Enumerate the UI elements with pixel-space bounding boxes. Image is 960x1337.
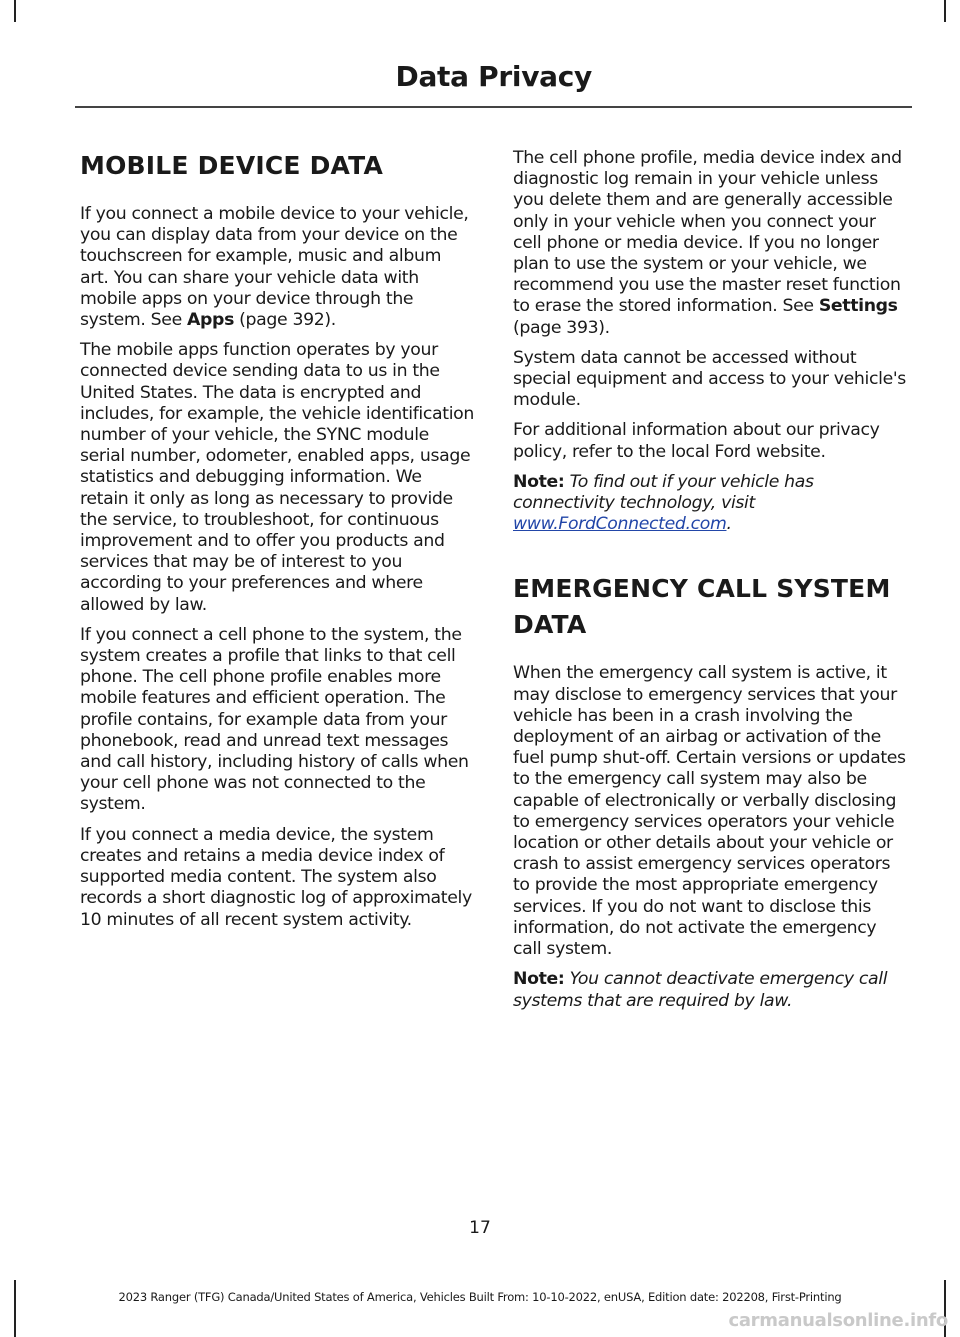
note-label: Note: xyxy=(513,471,565,492)
note-end: . xyxy=(726,514,732,535)
note-emergency-call xyxy=(513,969,907,1011)
heading-line-2: DATA xyxy=(513,610,587,640)
paragraph-text: The cell phone profile, media device index and diagnostic log remain in your vehicle unless you delete them and are generally accessible only in your vehicle when you connect your cell phone or media device. If you no longer plan to use the system or your vehicle, we recommend you use the master reset function to erase the stored information. See xyxy=(513,148,902,317)
paragraph-system-data: System data cannot be accessed without special equipment and access to your vehicle's module. xyxy=(513,347,906,411)
right-column xyxy=(513,148,907,1021)
crop-mark-top-right xyxy=(944,0,946,22)
paragraph-emergency-call: When the emergency call system is active, it may disclose to emergency services that your vehicle has been in a crash involving the deployment of an airbag or activation of the fuel pump shut-off. Certain versions or updates to the emergency call system may also be capable of electronically or verbally disclosing to emergency services operators your vehicle location or other details about your vehicle or crash to assist emergency services operators to provide the most appropriate emergency services. If you do not want to disclose this information, do not activate the emergency call system. xyxy=(513,663,906,960)
page-header xyxy=(75,60,912,108)
page-reference: (page 393). xyxy=(513,317,610,338)
note-text: To find out if your vehicle has connectivity technology, visit xyxy=(513,471,814,514)
paragraph-text: If you connect a mobile device to your vehicle, you can display data from your device on the touchscreen for example, music and album art. You can share your vehicle data with mobile apps on your device through the system. See xyxy=(80,204,469,331)
ford-connected-link[interactable]: www.FordConnected.com xyxy=(513,514,727,535)
crop-mark-top-left xyxy=(14,0,16,22)
watermark: carmanualsonline.info xyxy=(728,1310,948,1331)
note-text: You cannot deactivate emergency call systems that are required by law. xyxy=(513,969,888,1011)
settings-reference-link[interactable]: Settings xyxy=(818,296,898,317)
page-title: Data Privacy xyxy=(395,60,592,93)
paragraph-mobile-device-intro xyxy=(80,204,474,331)
note-connectivity xyxy=(513,472,907,536)
section-heading-mobile-device-data: MOBILE DEVICE DATA xyxy=(80,151,384,180)
note-label: Note: xyxy=(513,969,565,990)
page-reference: (page 392). xyxy=(234,310,336,331)
footer-edition-info: 2023 Ranger (TFG) Canada/United States of America, Vehicles Built From: 10-10-2022, enUSA, Edition date: 202208, First-Printing xyxy=(118,1290,842,1304)
paragraph-cell-phone-profile: If you connect a cell phone to the system, the system creates a profile that links to that cell phone. The cell phone profile enables more mobile features and efficient operation. The profile contains, for example data from your phonebook, read and unread text messages and call history, including history of calls when your cell phone was not connected to the system. xyxy=(80,624,469,815)
page-number: 17 xyxy=(469,1218,491,1238)
left-column xyxy=(80,146,474,940)
paragraph-mobile-apps: The mobile apps function operates by your connected device sending data to us in the United States. The data is encrypted and includes, for example, the vehicle identification number of your vehicle, the SYNC module serial number, odometer, enabled apps, usage statistics and debugging information. We retain it only as long as necessary to provide the service, to troubleshoot, for continuous improvement and to offer you products and services that may be of interest to you according to your preferences and where allowed by law. xyxy=(80,340,474,615)
paragraph-profile-retention xyxy=(513,148,907,339)
paragraph-privacy-policy: For additional information about our privacy policy, refer to the local Ford website. xyxy=(513,420,880,462)
paragraph-media-device: If you connect a media device, the system creates and retains a media device index of supported media content. The system also records a short diagnostic log of approximately 10 minutes of all recent system activity. xyxy=(80,824,472,930)
crop-mark-bottom-left xyxy=(14,1280,16,1337)
section-heading-emergency-call-data xyxy=(513,571,907,643)
heading-line-1: EMERGENCY CALL SYSTEM xyxy=(513,574,891,604)
apps-reference-link[interactable]: Apps xyxy=(187,310,235,331)
